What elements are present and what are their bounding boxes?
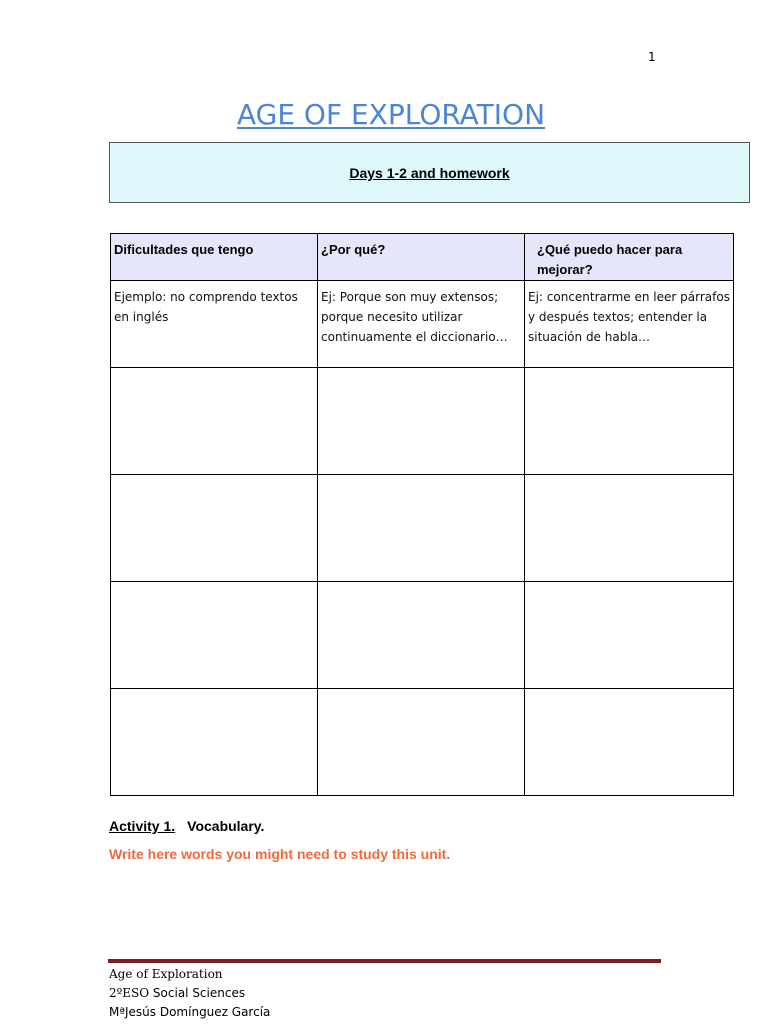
table-cell[interactable] [111, 582, 318, 689]
table-cell[interactable] [525, 368, 734, 475]
table-cell[interactable] [318, 368, 525, 475]
example-improve: Ej: concentrarme en leer párrafos y después textos; entender la situación de habla… [525, 281, 734, 368]
table-row [111, 368, 734, 475]
table-cell[interactable] [525, 689, 734, 796]
table-cell[interactable] [318, 582, 525, 689]
days-header: Days 1-2 and homework [349, 165, 510, 181]
header-why: ¿Por qué? [318, 234, 525, 281]
table-cell[interactable] [318, 689, 525, 796]
difficulties-table [110, 233, 734, 796]
page-title-wrapper [0, 98, 768, 131]
table-cell[interactable] [111, 475, 318, 582]
activity-name: Vocabulary. [187, 818, 265, 834]
page-number: 1 [648, 50, 656, 64]
example-why: Ej: Porque son muy extensos; porque necesito utilizar continuamente el diccionario… [318, 281, 525, 368]
example-difficulty: Ejemplo: no comprendo textos en inglés [111, 281, 318, 368]
table-row [111, 689, 734, 796]
footer-subject: Social Sciences [149, 986, 246, 1000]
table-row [111, 582, 734, 689]
header-improve: ¿Qué puedo hacer para mejorar? [525, 234, 734, 281]
table-header-row [111, 234, 734, 281]
table-cell[interactable] [525, 475, 734, 582]
table-cell[interactable] [318, 475, 525, 582]
activity-number: Activity 1. [109, 818, 176, 834]
table-row [111, 475, 734, 582]
footer-author: MªJesús Domínguez García [109, 1005, 271, 1019]
footer-grade: 2ºESO [109, 986, 150, 1000]
footer-divider [108, 959, 661, 963]
activity-heading [109, 818, 264, 834]
footer-title: Age of Exploration [109, 967, 223, 981]
page-title: AGE OF EXPLORATION [236, 98, 546, 131]
footer [109, 965, 270, 1022]
days-header-box [109, 142, 750, 203]
table-cell[interactable] [111, 689, 318, 796]
header-difficulties: Dificultades que tengo [111, 234, 318, 281]
table-row-example [111, 281, 734, 368]
footer-course [109, 984, 270, 1003]
activity-instruction: Write here words you might need to study this unit. [109, 846, 451, 862]
table-cell[interactable] [525, 582, 734, 689]
table-cell[interactable] [111, 368, 318, 475]
